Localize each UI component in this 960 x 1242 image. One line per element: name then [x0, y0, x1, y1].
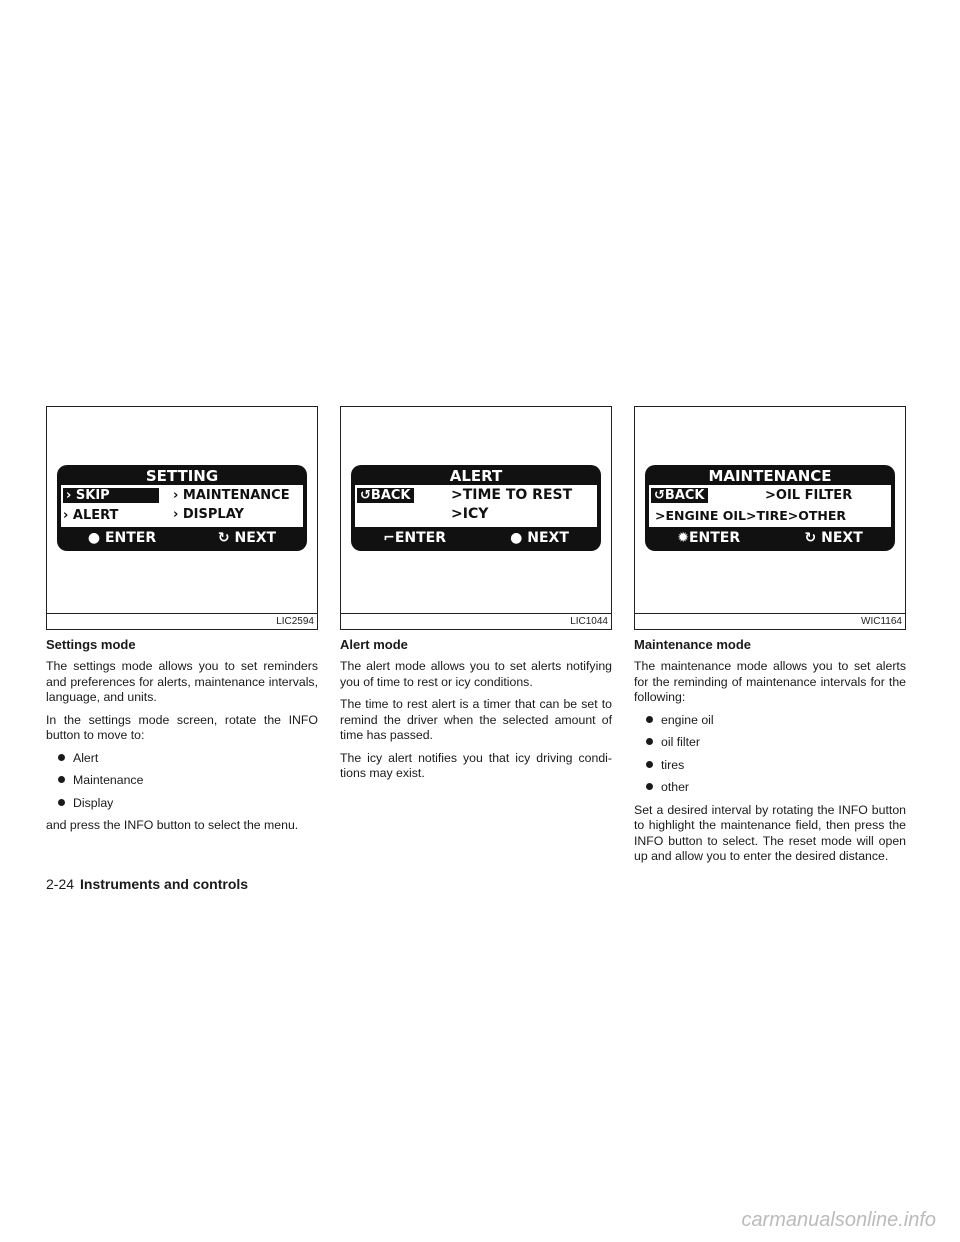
settings-p1: The settings mode allows you to set reminders and preferences for alerts, maintenance intervals, language, and units.	[46, 659, 318, 704]
bullet-icon	[646, 716, 653, 723]
lcd-cell-back: ↺BACK	[651, 488, 708, 503]
page-footer	[46, 876, 248, 892]
lcd-title: MAINTENANCE	[708, 467, 832, 485]
settings-list	[46, 751, 318, 812]
lcd-cell-engine-oil: >ENGINE OIL>TIRE>OTHER	[655, 508, 847, 523]
lcd-cell-time-to-rest: >TIME TO REST	[451, 487, 573, 503]
lcd-next: ↻ NEXT	[217, 530, 277, 546]
bullet-icon	[646, 761, 653, 768]
list-item: Alert	[58, 751, 318, 767]
lcd-enter: ⌐ENTER	[383, 530, 446, 546]
lcd-cell-skip: › SKIP	[63, 488, 159, 503]
list-item: oil filter	[646, 735, 906, 751]
figure-id: LIC1044	[570, 616, 608, 627]
settings-figure	[46, 406, 318, 630]
maintenance-figure	[634, 406, 906, 630]
section-title: Instruments and controls	[80, 876, 249, 892]
alert-heading: Alert mode	[340, 637, 408, 652]
lcd-enter: ✹ENTER	[677, 530, 741, 546]
maintenance-column	[634, 406, 906, 872]
alert-lcd	[351, 465, 601, 551]
lcd-next: ↻ NEXT	[804, 530, 863, 546]
maintenance-heading: Maintenance mode	[634, 637, 752, 652]
lcd-footer	[645, 527, 895, 546]
maintenance-p1: The maintenance mode allows you to set alerts for the reminding of maintenance intervals for the following:	[634, 659, 906, 704]
settings-heading: Settings mode	[46, 637, 136, 652]
figure-rule	[47, 613, 317, 614]
lcd-title: SETTING	[145, 467, 219, 485]
maintenance-p2: Set a desired interval by rotating the INFO button to highlight the maintenance field, then press the INFO button to select. The reset mode will open up and allow you to enter the desired distance.	[634, 802, 906, 863]
settings-column	[46, 406, 318, 841]
lcd-cell-oil-filter: >OIL FILTER	[765, 488, 853, 503]
bullet-icon	[58, 799, 65, 806]
figure-rule	[635, 613, 905, 614]
maintenance-list	[634, 713, 906, 796]
list-item: engine oil	[646, 713, 906, 729]
lcd-next: ● NEXT	[510, 530, 569, 546]
lcd-cell-back: ↺BACK	[357, 488, 414, 503]
lcd-cell-maintenance: › MAINTENANCE	[173, 488, 290, 503]
lcd-footer	[351, 527, 601, 546]
figure-id: WIC1164	[861, 616, 902, 627]
lcd-enter: ● ENTER	[87, 530, 157, 546]
bullet-icon	[58, 754, 65, 761]
list-item: Display	[58, 796, 318, 812]
alert-figure	[340, 406, 612, 630]
watermark: carmanualsonline.info	[741, 1209, 936, 1231]
lcd-footer	[57, 527, 307, 546]
list-item: Maintenance	[58, 773, 318, 789]
lcd-panel	[355, 485, 597, 527]
alert-column	[340, 406, 612, 789]
figure-id: LIC2594	[276, 616, 314, 627]
lcd-panel	[61, 485, 303, 527]
settings-lcd	[57, 465, 307, 551]
bullet-icon	[646, 738, 653, 745]
lcd-cell-display: › DISPLAY	[173, 507, 244, 522]
list-item: other	[646, 780, 906, 796]
maintenance-lcd	[645, 465, 895, 551]
settings-p3: and press the INFO button to select the menu.	[46, 818, 299, 832]
figure-rule	[341, 613, 611, 614]
bullet-icon	[58, 776, 65, 783]
alert-p3: The icy alert notifies you that icy driving condi- tions may exist.	[340, 750, 612, 780]
alert-p2: The time to rest alert is a timer that can be set to remind the driver when the selected amount of time has passed.	[340, 697, 612, 742]
lcd-title: ALERT	[449, 467, 503, 485]
lcd-cell-alert: › ALERT	[63, 508, 119, 523]
lcd-panel	[649, 485, 891, 527]
page-number: 2-24	[46, 876, 75, 892]
lcd-cell-icy: >ICY	[451, 506, 489, 522]
bullet-icon	[646, 783, 653, 790]
alert-p1: The alert mode allows you to set alerts notifying you of time to rest or icy conditions.	[340, 659, 612, 689]
settings-p2: In the settings mode screen, rotate the INFO button to move to:	[46, 712, 318, 742]
list-item: tires	[646, 758, 906, 774]
